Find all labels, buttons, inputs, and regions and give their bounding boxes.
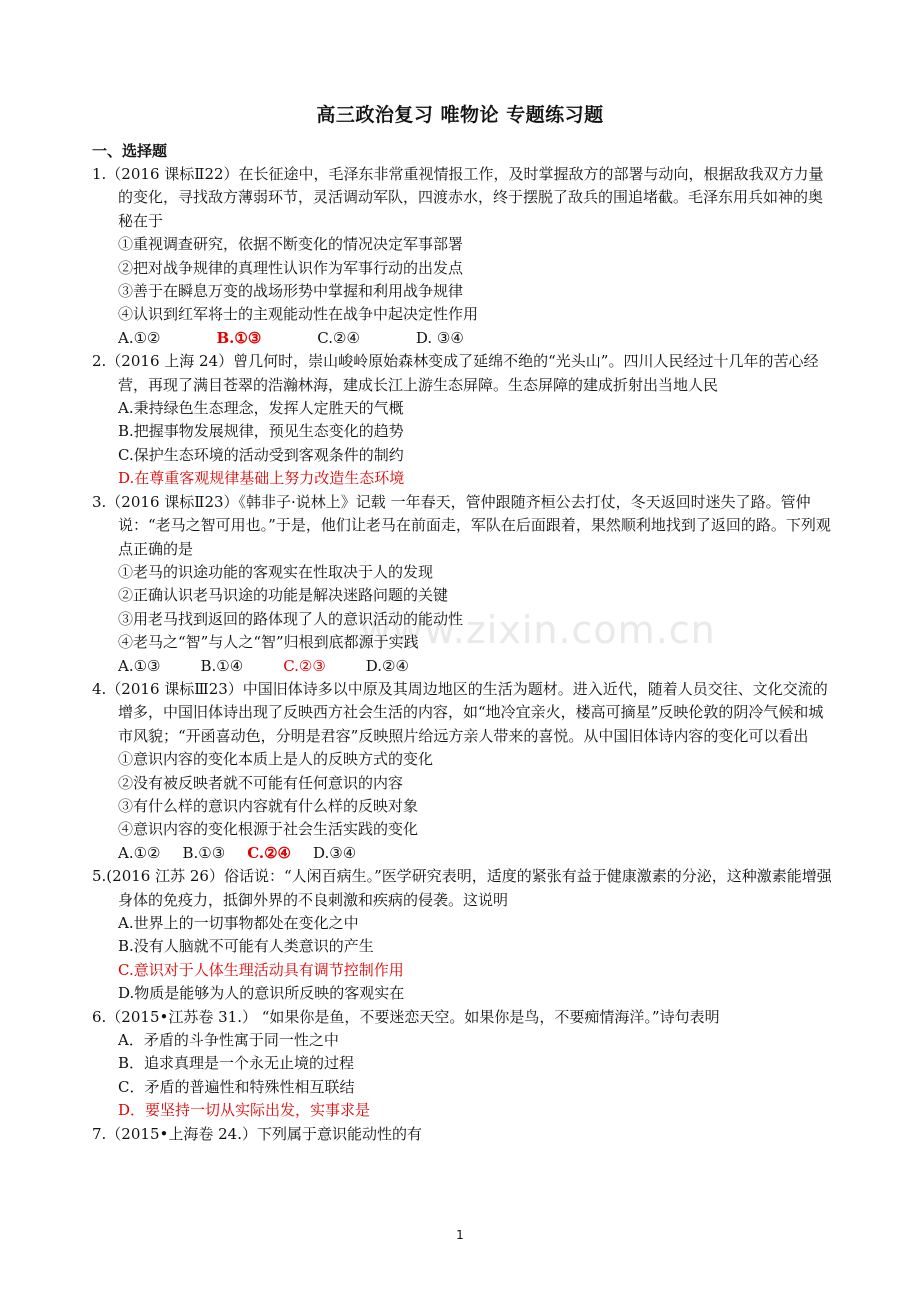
answer-choices: [92, 327, 832, 350]
option-c: C.保护生态环境的活动受到客观条件的制约: [118, 445, 404, 464]
option-c-answer: C.意识对于人体生理活动具有调节控制作用: [118, 960, 404, 979]
choice-d: D.②④: [365, 656, 409, 675]
watermark: www.zixin.com.cn: [360, 608, 716, 652]
choice-a: A.①②: [118, 328, 161, 347]
choice-c: C.②④: [317, 328, 360, 347]
option: ④老马之“智”与人之“智”归根到底都源于实践: [118, 633, 419, 652]
option-b: B.把握事物发展规律，预见生态变化的趋势: [118, 422, 404, 441]
option: ①意识内容的变化本质上是人的反映方式的变化: [118, 750, 434, 769]
question-5: [92, 865, 832, 1005]
option-d-answer: D．要坚持一切从实际出发，实事求是: [118, 1101, 371, 1120]
page-title: 高三政治复习 唯物论 专题练习题: [316, 104, 604, 126]
option-b: B．追求真理是一个永无止境的过程: [118, 1054, 355, 1073]
option-a: A.世界上的一切事物都处在变化之中: [118, 914, 359, 932]
option: ③有什么样的意识内容就有什么样的反映对象: [118, 796, 419, 815]
question-6: [92, 1006, 832, 1123]
option: ④认识到红军将士的主观能动性在战争中起决定性作用: [118, 305, 479, 324]
option: ③用老马找到返回的路体现了人的意识活动的能动性: [118, 609, 464, 628]
option-a: A．矛盾的斗争性寓于同一性之中: [118, 1031, 339, 1050]
option-d-answer: D.在尊重客观规律基础上努力改造生态环境: [118, 469, 405, 488]
question-stem: 3.（2016 课标Ⅱ23）《韩非子·说林上》记载 一年春天，管仲跟随齐桓公去打仗，冬天返回时迷失了路。管仲说：“老马之智可用也。”于是，他们让老马在前面走，军队在后面跟着，果然顺利地找到了返回的路。下列观点正确的是: [92, 492, 831, 558]
question-2: [92, 350, 832, 490]
answer-choices: [92, 842, 832, 865]
option: ②把对战争规律的真理性认识作为军事行动的出发点: [118, 258, 464, 277]
option: ④意识内容的变化根源于社会生活实践的变化: [118, 820, 419, 839]
choice-d: D.③④: [312, 843, 357, 862]
choice-b: B.①④: [200, 656, 244, 675]
question-stem: 5.(2016 江苏 26）俗话说：“人闲百病生。”医学研究表明，适度的紧张有益于健康激素的分泌，这种激素能增强身体的免疫力，抵御外界的不良刺激和疾病的侵袭。这说明: [92, 867, 832, 909]
option: ①重视调查研究，依据不断变化的情况决定军事部署: [118, 235, 464, 254]
question-1: [92, 163, 832, 350]
option: ③善于在瞬息万变的战场形势中掌握和利用战争规律: [118, 282, 464, 301]
option-b: B.没有人脑就不可能有人类意识的产生: [118, 937, 374, 956]
option-c: C．矛盾的普遍性和特殊性相互联结: [118, 1077, 355, 1096]
question-stem: 4.（2016 课标Ⅲ23）中国旧体诗多以中原及其周边地区的生活为题材。进入近代，随着人员交往、文化交流的增多，中国旧体诗出现了反映西方社会生活的内容，如“地冷宜亲火，楼高可摘星”反映伦敦的阴冷气候和城市风貌；“开函喜动色，分明是君容”反映照片给远方亲人带来的喜悦。从中国旧体诗内容的变化可以看出: [92, 679, 828, 745]
question-stem: 6.（2015•江苏卷 31.） “如果你是鱼，不要迷恋天空。如果你是鸟，不要痴情海洋。”诗句表明: [92, 1007, 720, 1026]
question-3: [92, 491, 832, 678]
question-7: [92, 1123, 832, 1146]
choice-a: A.①②: [118, 843, 161, 862]
page-number: 1: [456, 1228, 464, 1242]
option: ②没有被反映者就不可能有任何意识的内容: [118, 773, 404, 792]
option: ②正确认识老马识途的功能是解决迷路问题的关键: [118, 586, 449, 605]
question-stem: 1.（2016 课标Ⅱ22）在长征途中，毛泽东非常重视情报工作，及时掌握敌方的部署与动向，根据敌我双方力量的变化，寻找敌方薄弱环节，灵活调动军队，四渡赤水，终于摆脱了敌兵的围追堵截。毛泽东用兵如神的奥秘在于: [92, 165, 824, 230]
option-d: D.物质是能够为人的意识所反映的客观实在: [118, 984, 405, 1003]
question-4: [92, 678, 832, 865]
answer-choices: [92, 655, 832, 678]
question-stem: 7.（2015•上海卷 24.）下列属于意识能动性的有: [92, 1124, 422, 1143]
choice-b: B.①③: [182, 843, 226, 862]
choice-b-answer: B.①③: [216, 328, 262, 347]
choice-d: D. ③④: [415, 328, 464, 347]
section-heading: 一、选择题: [92, 142, 168, 160]
option-a: A.秉持绿色生态理念，发挥人定胜天的气概: [118, 399, 404, 418]
question-stem: 2.（2016 上海 24）曾几何时，崇山峻岭原始森林变成了延绵不绝的“光头山”。四川人民经过十几年的苦心经营，再现了满目苍翠的浩瀚林海，建成长江上游生态屏障。生态屏障的建成折射出当地人民: [92, 352, 819, 394]
choice-a: A.①③: [118, 656, 161, 675]
choice-c-answer: C.②④: [247, 843, 291, 862]
choice-c-answer: C.②③: [283, 656, 326, 675]
question-list: [92, 163, 832, 1146]
option: ①老马的识途功能的客观实在性取决于人的发现: [118, 562, 434, 581]
